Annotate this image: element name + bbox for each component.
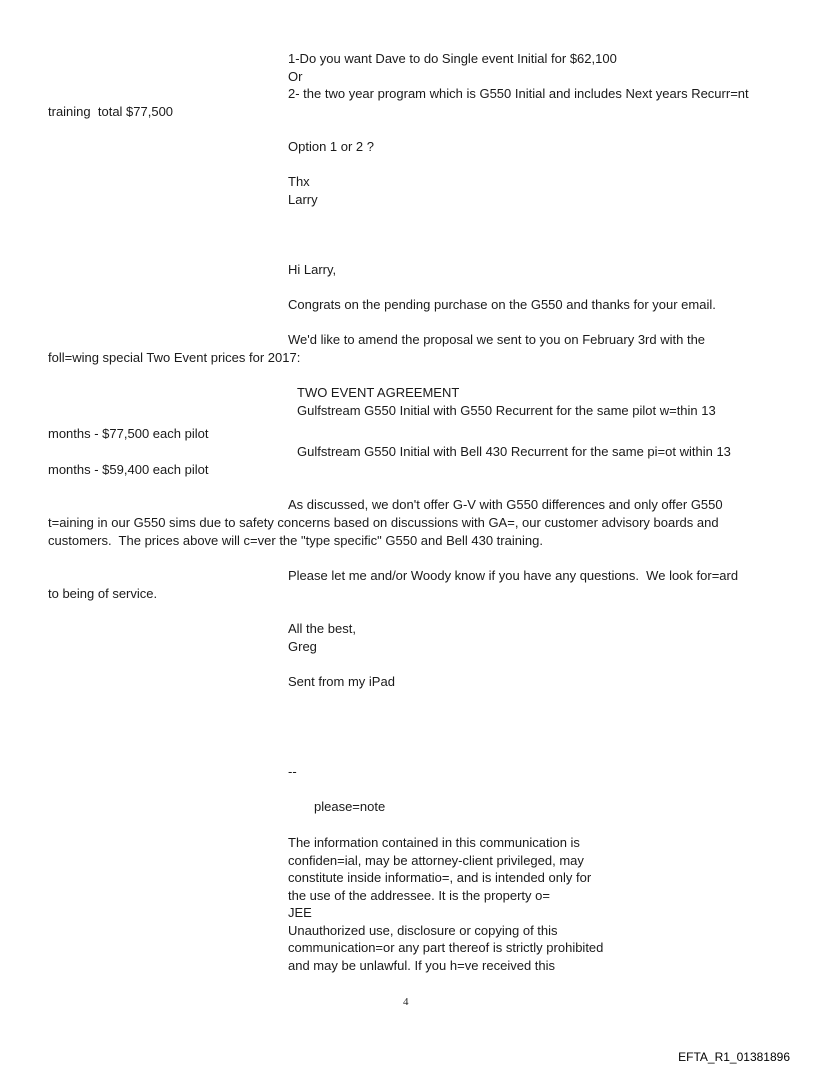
sender-name: Larry <box>288 192 318 207</box>
disclaimer-line: JEE <box>288 905 312 920</box>
sent-from-line: Sent from my iPad <box>288 674 395 689</box>
footer-note: please=note <box>314 799 386 814</box>
discussed-line: As discussed, we don't offer G-V with G550 differences and only offer G550 <box>288 497 723 512</box>
agreement-item-1: Gulfstream G550 Initial with G550 Recurrent for the same pilot w=thin 13 <box>297 403 716 418</box>
signature-separator: -- <box>288 764 297 779</box>
disclaimer-line: and may be unlawful. If you h=ve received this <box>288 958 556 973</box>
discussed-continuation-1: t=aining in our G550 sims due to safety concerns based on discussions with GA=, our customer advisory boards and <box>48 515 719 530</box>
disclaimer-line: confiden=ial, may be attorney-client privileged, may <box>288 853 584 868</box>
option-two-line: 2- the two year program which is G550 Initial and includes Next years Recurr=nt <box>288 86 749 101</box>
reply-greeting: Hi Larry, <box>288 262 337 277</box>
disclaimer-line: constitute inside informatio=, and is intended only for <box>288 870 592 885</box>
option-one-line: 1-Do you want Dave to do Single event Initial for $62,100 <box>288 51 617 66</box>
contact-continuation: to being of service. <box>48 586 158 601</box>
agreement-item-1-continuation: months - $77,500 each pilot <box>48 426 209 441</box>
thanks-line: Thx <box>288 174 310 189</box>
or-line: Or <box>288 69 303 84</box>
agreement-item-2: Gulfstream G550 Initial with Bell 430 Recurrent for the same pi=ot within 13 <box>297 444 731 459</box>
disclaimer-line: the use of the addressee. It is the property o= <box>288 888 550 903</box>
option-question: Option 1 or 2 ? <box>288 139 374 154</box>
signer-name: Greg <box>288 639 317 654</box>
page-number: 4 <box>403 996 409 1008</box>
disclaimer-line: The information contained in this communication is <box>288 835 580 850</box>
amend-line: We'd like to amend the proposal we sent to you on February 3rd with the <box>288 332 706 347</box>
agreement-item-2-continuation: months - $59,400 each pilot <box>48 462 209 477</box>
signoff-line: All the best, <box>288 621 356 636</box>
agreement-title: TWO EVENT AGREEMENT <box>297 385 460 400</box>
disclaimer-line: Unauthorized use, disclosure or copying of this <box>288 923 558 938</box>
disclaimer-line: communication=or any part thereof is strictly prohibited <box>288 940 604 955</box>
document-id: EFTA_R1_01381896 <box>678 1050 790 1064</box>
congrats-line: Congrats on the pending purchase on the G550 and thanks for your email. <box>288 297 716 312</box>
amend-continuation: foll=wing special Two Event prices for 2017: <box>48 350 301 365</box>
option-two-continuation: training total $77,500 <box>48 104 174 119</box>
contact-line: Please let me and/or Woody know if you have any questions. We look for=ard <box>288 568 739 583</box>
discussed-continuation-2: customers. The prices above will c=ver the "type specific" G550 and Bell 430 training. <box>48 533 543 548</box>
